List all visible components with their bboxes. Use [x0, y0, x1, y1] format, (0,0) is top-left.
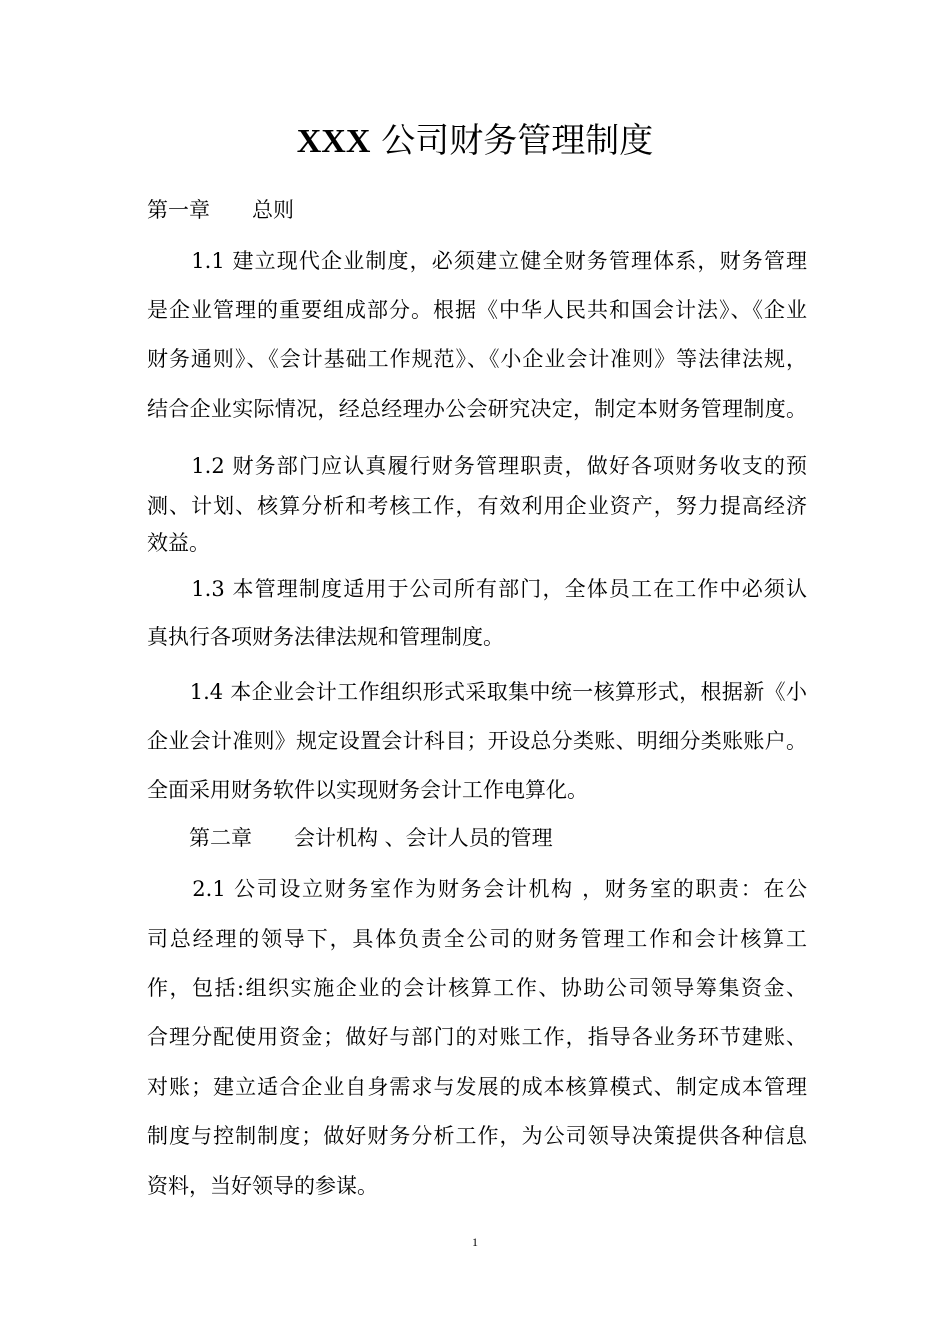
paragraph-line: 对账；建立适合企业自身需求与发展的成本核算模式、制定成本管理 [147, 1075, 807, 1099]
paragraph-line: 制度与控制制度；做好财务分析工作，为公司领导决策提供各种信息 [147, 1124, 807, 1148]
paragraph-line: 全面采用财务软件以实现财务会计工作电算化。 [147, 778, 588, 802]
chapter-1-heading: 第一章 总则 [147, 198, 294, 222]
paragraph-line: 1.1 建立现代企业制度，必须建立健全财务管理体系，财务管理 [147, 249, 807, 273]
document-title [0, 118, 950, 165]
paragraph-line: 1.3 本管理制度适用于公司所有部门，全体员工在工作中必须认 [147, 577, 807, 601]
paragraph-line: 企业会计准则》规定设置会计科目；开设总分类账、明细分类账账户。 [147, 729, 807, 753]
paragraph-line: 司总经理的领导下，具体负责全公司的财务管理工作和会计核算工 [147, 927, 807, 951]
page-number: 1 [472, 1235, 478, 1249]
paragraph-line: 测、计划、核算分析和考核工作，有效利用企业资产，努力提高经济 [147, 494, 807, 518]
paragraph-line: 1.2 财务部门应认真履行财务管理职责，做好各项财务收支的预 [147, 454, 807, 478]
paragraph-line: 财务通则》、《会计基础工作规范》、《小企业会计准则》等法律法规， [147, 347, 807, 371]
paragraph-line: 资料，当好领导的参谋。 [147, 1174, 378, 1198]
paragraph-line: 是企业管理的重要组成部分。根据《中华人民共和国会计法》、《企业 [147, 298, 807, 322]
paragraph-line: 合理分配使用资金；做好与部门的对账工作，指导各业务环节建账、 [147, 1025, 807, 1049]
paragraph-line: 真执行各项财务法律法规和管理制度。 [147, 625, 504, 649]
paragraph-line: 作，包括:组织实施企业的会计核算工作、协助公司领导筹集资金、 [147, 976, 807, 1000]
title-cjk-part: 公司财务管理制度 [381, 121, 654, 161]
title-latin-part: XXX [296, 123, 371, 160]
paragraph-line: 结合企业实际情况，经总经理办公会研究决定，制定本财务管理制度。 [147, 397, 807, 421]
paragraph-line: 效益。 [147, 531, 210, 555]
paragraph-line: 2.1 公司设立财务室作为财务会计机构 ，财务室的职责：在公 [147, 877, 807, 901]
paragraph-line: 1.4 本企业会计工作组织形式采取集中统一核算形式，根据新《小 [147, 680, 807, 704]
chapter-2-heading: 第二章 会计机构 、会计人员的管理 [147, 826, 553, 850]
